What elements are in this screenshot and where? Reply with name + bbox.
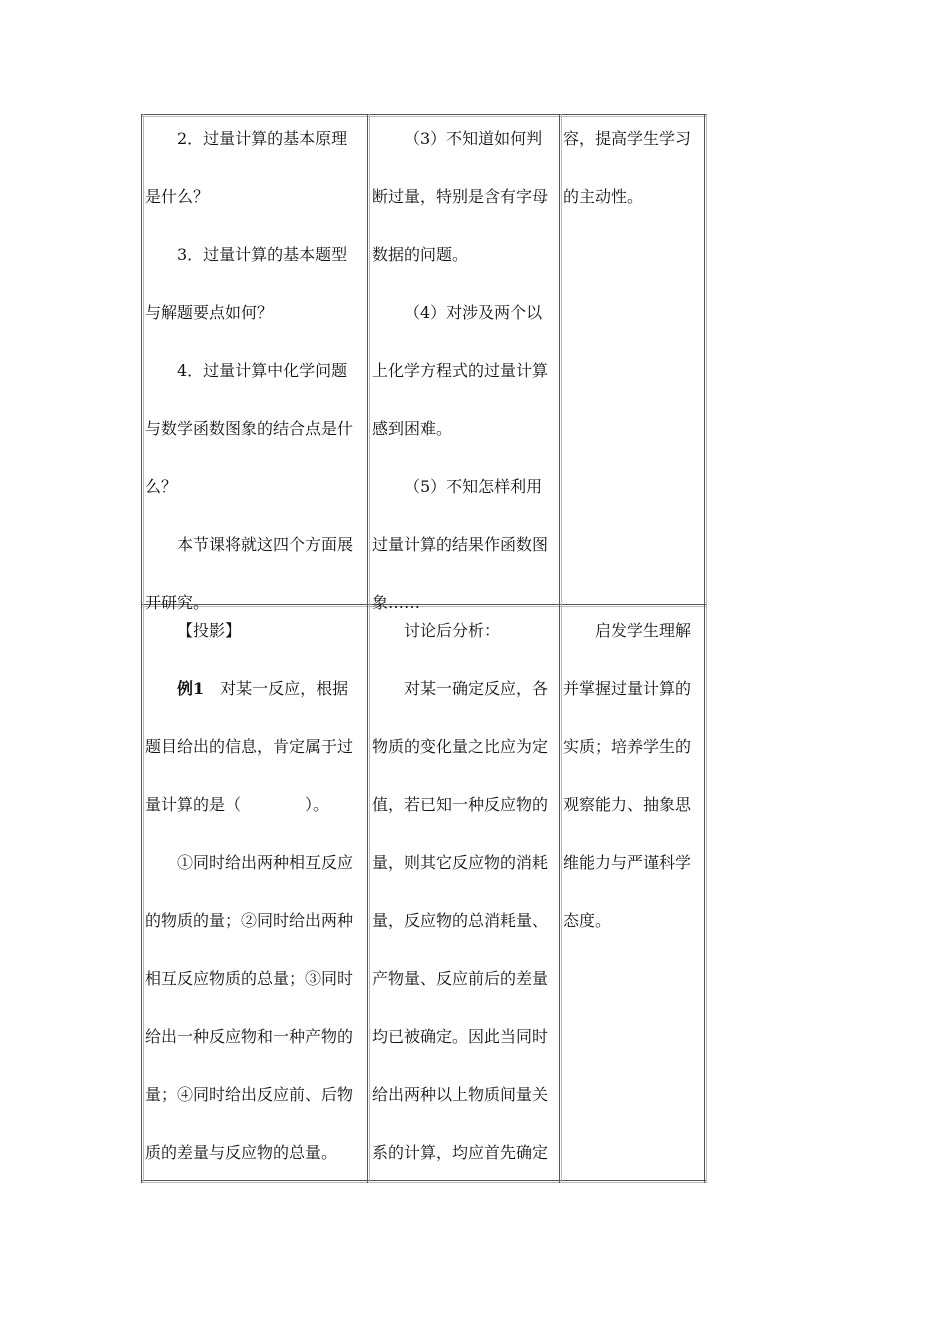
lesson-table <box>141 114 707 1183</box>
difficulty-5: （5）不知怎样利用过量计算的结果作函数图象…… <box>372 477 549 612</box>
question-4: 4．过量计算中化学问题与数学函数图象的结合点是什么？ <box>145 361 354 496</box>
example-text: 对某一反应，根据题目给出的信息，肯定属于过量计算的是（ ）。 <box>145 679 354 814</box>
table-border-left <box>141 114 144 1183</box>
lesson-intro: 本节课将就这四个方面展开研究。 <box>145 535 354 612</box>
analysis-heading: 讨论后分析： <box>404 621 501 640</box>
question-3: 3．过量计算的基本题型与解题要点如何？ <box>145 245 348 322</box>
column-divider-1 <box>367 114 370 1183</box>
analysis-text: 对某一确定反应，各物质的变化量之比应为定值，若已知一种反应物的量，则其它反应物的消耗量，反应物的总消耗量、产物量、反应前后的差量均已被确定。因此当同时给出两种以上物质间量关系的计算，均应首先确定 <box>372 679 549 1162</box>
example-1 <box>145 660 363 834</box>
purpose-text: 容，提高学生学习的主动性。 <box>563 129 692 206</box>
row2-col3-cell <box>563 602 703 950</box>
difficulty-4: （4）对涉及两个以上化学方程式的过量计算感到困难。 <box>372 303 549 438</box>
row1-col2-cell <box>372 110 558 632</box>
difficulty-3: （3）不知道如何判断过量，特别是含有字母数据的问题。 <box>372 129 549 264</box>
row1-col1-cell <box>145 110 363 632</box>
example-options: ①同时给出两种相互反应的物质的量；②同时给出两种相互反应物质的总量；③同时给出一种反应物和一种产物的量；④同时给出反应前、后物质的差量与反应物的总量。 <box>145 853 354 1162</box>
question-2: 2．过量计算的基本原理是什么？ <box>145 129 348 206</box>
row2-col2-cell <box>372 602 558 1182</box>
table-border-right <box>704 114 707 1183</box>
row1-col3-cell <box>563 110 703 226</box>
design-intent: 启发学生理解并掌握过量计算的实质；培养学生的观察能力、抽象思维能力与严谨科学态度。 <box>563 621 692 930</box>
projection-label: 【投影】 <box>177 621 242 640</box>
row2-col1-cell <box>145 602 363 1182</box>
example-label: 例1 <box>177 679 205 698</box>
column-divider-2 <box>559 114 562 1183</box>
